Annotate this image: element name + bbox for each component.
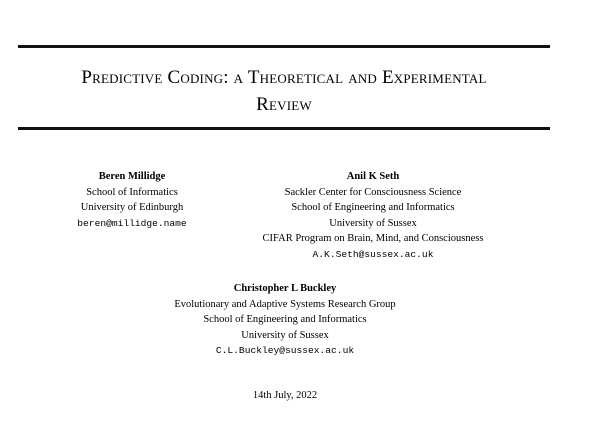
author-affiliation: University of Edinburgh [80, 202, 184, 213]
publication-date: 14th July, 2022 [252, 390, 318, 401]
author-block-millidge [62, 169, 202, 231]
paper-title-line-1: Predictive Coding: a Theoretical and Experimental [81, 67, 487, 88]
author-email[interactable]: C.L.Buckley@sussex.ac.uk [215, 345, 355, 356]
author-affiliation: Evolutionary and Adaptive Systems Research Group [174, 298, 396, 310]
author-block-seth [232, 169, 514, 262]
author-name: Christopher L Buckley [233, 283, 337, 294]
author-name: Beren Millidge [98, 171, 166, 182]
author-affiliation: School of Informatics [86, 186, 178, 198]
title-top-rule [18, 45, 550, 48]
author-affiliation: Sackler Center for Consciousness Science [284, 186, 462, 198]
author-affiliation: School of Engineering and Informatics [203, 314, 367, 325]
author-affiliation: School of Engineering and Informatics [291, 202, 455, 213]
paper-title-line-2: Review [256, 94, 312, 115]
author-block-buckley [130, 281, 440, 359]
author-affiliation: CIFAR Program on Brain, Mind, and Consciousness [262, 233, 484, 244]
author-affiliation: University of Sussex [241, 329, 329, 341]
author-affiliation: University of Sussex [329, 217, 417, 229]
author-email[interactable]: beren@millidge.name [77, 217, 187, 229]
author-name: Anil K Seth [346, 171, 400, 182]
author-email[interactable]: A.K.Seth@sussex.ac.uk [312, 248, 434, 260]
title-bottom-rule [18, 127, 550, 130]
